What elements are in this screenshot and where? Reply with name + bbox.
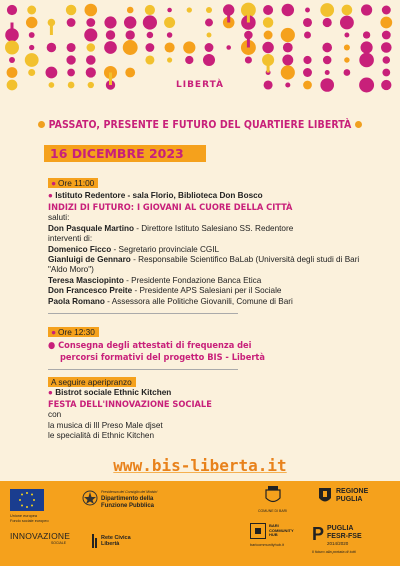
logo-dot: [382, 6, 391, 15]
logo-dot: [87, 43, 96, 52]
logo-dot: [205, 19, 213, 27]
logo-dot: [361, 41, 373, 53]
logo-dot: [7, 5, 17, 15]
logo-dot: [381, 42, 392, 53]
logo-dot: [46, 67, 58, 79]
logo-dot: [29, 45, 34, 50]
logo-dot: [86, 55, 96, 65]
logo-dot: [67, 43, 76, 52]
logo-dot: [344, 69, 351, 76]
speaker: Don Francesco Preite - Presidente APS Salesiani per il Sociale: [48, 286, 282, 296]
logo-dot: [383, 56, 391, 64]
logo-dot: [245, 56, 252, 63]
shield-icon: [318, 487, 332, 505]
logo-dot: [123, 40, 138, 55]
logo-dot: [104, 16, 116, 28]
logo-dot: [126, 30, 135, 39]
speaker: Gianluigi de Gennaro - Responsabile Scientifico BaLab (Università degli studi di Bari "Aldo Moro"): [48, 254, 360, 275]
logo-dot: [25, 53, 39, 67]
bari-community-hub-logo: BARI COMMUNITY HUB baricommunityhub.it: [250, 523, 294, 547]
time-tag: ● Ore 11:00: [48, 178, 98, 188]
logo-dot: [303, 56, 311, 64]
logo-dot: [281, 65, 295, 79]
regione-puglia-logo: REGIONE PUGLIA: [318, 487, 368, 505]
logo-dot: [359, 53, 374, 68]
logo-dot: [145, 55, 154, 64]
logo-dot: [125, 68, 135, 78]
speakers-label: interventi di:: [48, 234, 93, 244]
website-link[interactable]: www.bis-liberta.it: [113, 456, 287, 475]
logo-dot: [183, 41, 195, 53]
logo-dot: [263, 5, 273, 15]
logo-dot: [322, 43, 332, 53]
logo-dot: [325, 70, 330, 75]
logo-dot: [187, 7, 192, 12]
logo-dot: [67, 69, 75, 77]
bullet-icon: ●: [48, 340, 59, 352]
session-title: INDIZI DI FUTURO: I GIOVANI AL CUORE DELLA CITTÀ: [48, 201, 293, 213]
bullet-icon: ●: [48, 388, 56, 398]
logo-dot: [206, 7, 212, 13]
logo-dot: [283, 43, 293, 53]
logo-dot: [165, 42, 175, 52]
logo-dot: [28, 69, 35, 76]
divider: [48, 313, 238, 314]
eu-flag-icon: [10, 489, 44, 511]
logo-dot: [84, 28, 97, 41]
logo-dot: [29, 32, 35, 38]
logo-dot: [342, 5, 353, 16]
logo-dot: [320, 3, 334, 17]
logo-dot: [303, 18, 312, 27]
dot-icon: [355, 121, 362, 128]
logo-dot: [323, 56, 332, 65]
bullet-icon: ●: [48, 191, 56, 201]
session-2: ● Ore 12:30 ● Consegna degli attestati di frequenza dei percorsi formativi del progetto BIS - Libertà: [48, 327, 378, 374]
logo-dot: [361, 4, 372, 15]
logo-dot: [104, 41, 117, 54]
venue: Istituto Redentore - sala Florio, Biblioteca Don Bosco: [55, 191, 263, 201]
logo-dot: [85, 4, 98, 17]
logo-dot: [323, 18, 332, 27]
hub-icon: [250, 523, 266, 539]
logo-dot: [263, 17, 273, 27]
logo-dot: [47, 43, 56, 52]
logo-dot: [167, 32, 173, 38]
por-puglia-logo: P PUGLIA FESR-FSE 2014/2020 Il futuro alla portata di tutti: [312, 524, 362, 554]
logo-dot: [26, 17, 37, 28]
logo-dot: [127, 7, 134, 14]
logo-dot: [27, 6, 36, 15]
logo-dot: [147, 32, 154, 39]
logo-dot: [340, 16, 354, 30]
logo-dot: [66, 5, 76, 15]
logo-dot: [382, 69, 390, 77]
comune-bari-logo: COMUNE DI BARI: [258, 485, 287, 515]
logo-dot: [344, 57, 349, 62]
emblem-icon: [82, 489, 98, 507]
logo-dot: [264, 31, 273, 40]
logo-dot: [303, 68, 312, 77]
logo-dot: [363, 31, 370, 38]
logo-dot: [185, 56, 193, 64]
bar-icon: [92, 534, 98, 548]
speaker: Teresa Masciopinto - Presidente Fondazione Banca Etica: [48, 275, 262, 285]
logo-dot: [67, 18, 76, 27]
logo-dot: [145, 5, 155, 15]
logo-dot: [7, 67, 18, 78]
logo-dot: [226, 45, 231, 50]
speaker: Paola Romano - Assessora alle Politiche Giovanili, Comune di Bari: [48, 296, 293, 306]
logo-dot: [167, 8, 172, 13]
eu-logo: Unione europea Fondo sociale europeo: [10, 489, 49, 523]
bis-dot-pattern: [0, 0, 400, 118]
event-date: 16 DICEMBRE 2023: [44, 145, 206, 162]
greetings-label: saluti:: [48, 213, 70, 223]
speaker: Domenico Ficco - Segretario provinciale CGIL: [48, 244, 220, 254]
tagline: PASSATO, PRESENTE E FUTURO DEL QUARTIERE LIBERTÀ: [0, 119, 400, 131]
logo-dot: [304, 32, 311, 39]
logo-dot: [145, 43, 154, 52]
logo-dot: [9, 57, 15, 63]
logo-dot: [382, 31, 391, 40]
logo-dot: [86, 67, 96, 77]
logo-dot: [5, 41, 19, 55]
logo-dot: [167, 57, 172, 62]
session-3: A seguire aperipranzo ● Bistrot sociale Ethnic Kitchen FESTA DELL'INNOVAZIONE SOCIALE con la musica di Ill Preso Male djset le specialità di Ethnic Kitchen: [48, 377, 212, 441]
logo-dot: [207, 33, 212, 38]
logo-dot: [143, 15, 157, 29]
session-1: ● Ore 11:00 ● Istituto Redentore - sala Florio, Biblioteca Don Bosco INDIZI DI FUTURO: I GIOVANI AL CUORE DELLA CITTÀ saluti: Don Pasquale Martino - Direttore Istituto Salesiano SS. Redentore interventi di: Domenico Ficco - Segretario provinciale CGIL Gianluigi de Gennaro - Responsabile Scientifico BaLab (Università degli studi di Bari "Aldo Moro") Teresa Masciopinto - Presidente Fondazione Banca Etica Don Francesco Preite - Presidente APS Salesiani per il Sociale Paola Romano - Assessora alle Politiche Giovanili, Comune di Bari: [48, 178, 378, 318]
logo-subtitle: LIBERTÀ: [175, 80, 225, 90]
dipartimento-logo: Presidenza del Consiglio dei Ministri Dipartimento della Funzione Pubblica: [82, 489, 157, 510]
divider: [48, 369, 238, 370]
logo-dot: [66, 55, 75, 64]
logo-dot: [106, 30, 115, 39]
innovazione-sociale-logo: INNOVAZIONE SOCIALE: [10, 531, 71, 545]
time-tag: ● Ore 12:30: [48, 327, 99, 337]
logo-dot: [344, 33, 349, 38]
dot-icon: [38, 121, 45, 128]
header-dot-logo: [0, 0, 400, 118]
logo-dot: [344, 44, 350, 50]
logo-dot: [164, 17, 175, 28]
logo-dot: [305, 8, 310, 13]
logo-dot: [282, 55, 293, 66]
logo-dot: [281, 28, 295, 42]
logo-dot: [262, 42, 273, 53]
logo-dot: [205, 43, 214, 52]
logo-dot: [124, 16, 136, 28]
tag: A seguire aperipranzo: [48, 377, 136, 387]
footer-logos: [0, 481, 400, 566]
rete-civica-logo: Rete Civica Libertà: [92, 534, 131, 548]
logo-dot: [380, 17, 392, 29]
logo-dot: [203, 54, 215, 66]
coat-of-arms-icon: [264, 485, 282, 505]
logo-dot: [86, 18, 95, 27]
logo-dot: [282, 4, 295, 17]
